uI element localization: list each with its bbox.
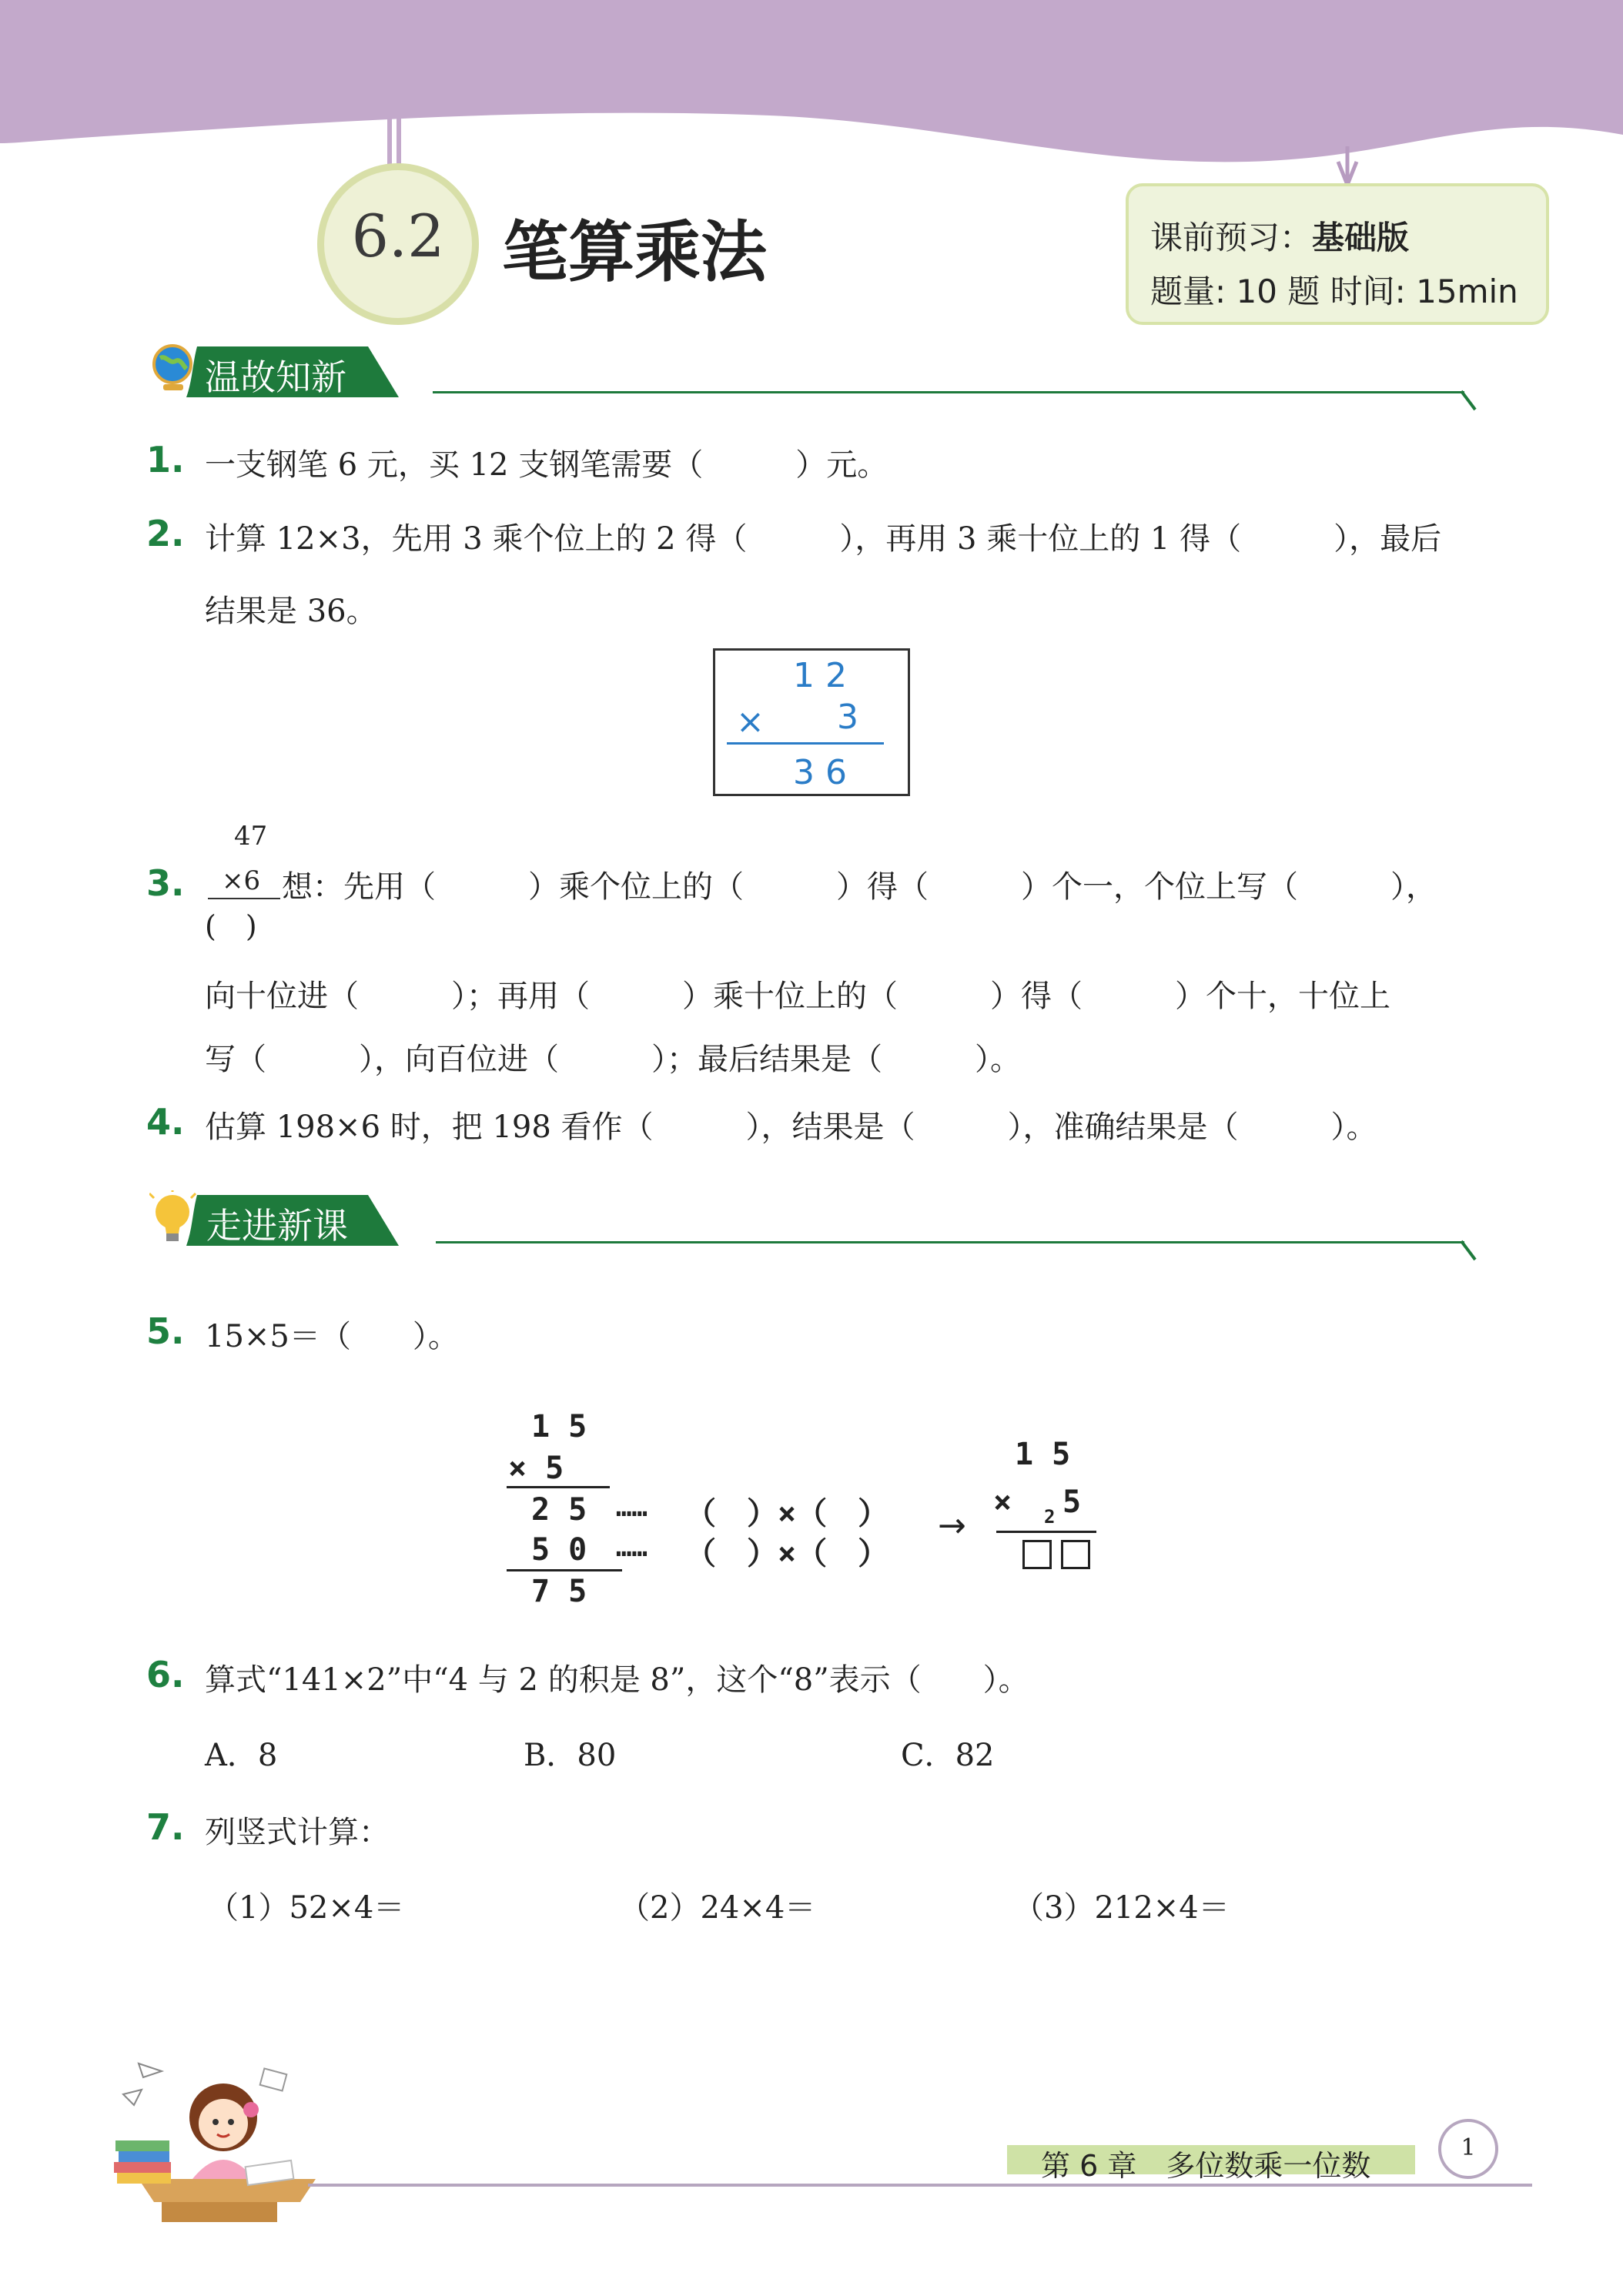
info-line-1 — [1150, 213, 1409, 259]
q5-dots-2: …… — [616, 1532, 648, 1563]
question-3-line-3: 写（ ），向百位进（ ）；最后结果是（ ）。 — [205, 1042, 1021, 1077]
question-3-line-1: 想：先用（ ）乘个位上的（ ）得（ ）个一，个位上写（ ）， — [282, 869, 1437, 905]
footer-chapter: 第 6 章 多位数乘一位数 — [1041, 2149, 1371, 2183]
question-7-text: 列竖式计算： — [205, 1815, 390, 1850]
q5-right-digit: 5 — [1062, 1484, 1082, 1520]
question-number: 2. — [146, 513, 185, 554]
section-title-new: 走进新课 — [206, 1205, 348, 1247]
info-line-2: 题量: 10 题 时间: 15min — [1150, 273, 1518, 310]
q5-dots-1: …… — [616, 1492, 648, 1523]
info-label: 课前预习： — [1150, 219, 1313, 256]
q5-calc-row-2: × 5 — [508, 1451, 564, 1486]
calc-multiplier: 3 — [837, 698, 858, 737]
option-c: C．82 — [901, 1738, 995, 1773]
question-3-line-2: 向十位进（ ）；再用（ ）乘十位上的（ ）得（ ）个十，十位上 — [205, 979, 1390, 1014]
question-number: 4. — [146, 1101, 185, 1143]
question-4-text: 估算 198×6 时，把 198 看作（ ），结果是（ ），准确结果是（ ）。 — [205, 1110, 1377, 1145]
q7-item-3: （3）212×4＝ — [1013, 1890, 1230, 1926]
q3-calc-line — [208, 898, 280, 899]
info-version: 基础版 — [1312, 219, 1410, 256]
q5-calc-row-1: 1 5 — [531, 1409, 587, 1444]
q5-calc-line-2 — [507, 1569, 622, 1571]
q5-right-multiply-sign: × — [993, 1484, 1012, 1520]
q5-blank-expr-2: （ ）×（ ） — [685, 1536, 889, 1571]
q5-right-calc-row-1: 1 5 — [1015, 1437, 1071, 1472]
arrow-icon: → — [938, 1506, 966, 1545]
top-banner — [0, 0, 1623, 185]
q5-blank-expr-1: （ ）×（ ） — [685, 1496, 889, 1531]
section-divider-review — [433, 391, 1464, 393]
section-number: 6.2 — [351, 202, 445, 270]
question-2-line-2: 结果是 36。 — [205, 594, 377, 629]
q3-multiplier: ×6 — [222, 865, 261, 896]
question-number: 1. — [146, 439, 185, 480]
q5-calc-line-1 — [507, 1486, 610, 1488]
answer-box — [1022, 1540, 1052, 1569]
lesson-title: 笔算乘法 — [502, 214, 767, 291]
option-b: B．80 — [524, 1738, 617, 1773]
answer-box — [1061, 1540, 1090, 1569]
student-illustration — [108, 2048, 323, 2225]
calc-multiply-sign: × — [736, 702, 765, 741]
q5-calc-row-3: 2 5 — [531, 1492, 587, 1528]
question-2-line-1: 计算 12×3，先用 3 乘个位上的 2 得（ ），再用 3 乘十位上的 1 得（ ），最后 — [205, 521, 1442, 557]
q5-right-carry: 2 — [1044, 1506, 1056, 1528]
question-number: 3. — [146, 862, 185, 904]
section-divider-new — [436, 1241, 1464, 1243]
divider-end-review — [1460, 390, 1478, 413]
divider-end-new — [1460, 1240, 1478, 1263]
page-number: 1 — [1461, 2134, 1476, 2161]
question-6-text: 算式“141×2”中“4 与 2 的积是 8”，这个“8”表示（ ）。 — [205, 1662, 1029, 1698]
calc-top-number: 1 2 — [793, 656, 847, 695]
question-number: 5. — [146, 1310, 185, 1352]
question-5-text: 15×5＝（ ）。 — [205, 1319, 459, 1354]
q7-item-1: （1）52×4＝ — [208, 1890, 405, 1926]
q5-right-calc-line — [996, 1531, 1096, 1533]
q7-item-2: （2）24×4＝ — [619, 1890, 816, 1926]
question-1-text: 一支钢笔 6 元，买 12 支钢笔需要（ ）元。 — [205, 447, 888, 483]
q3-top-number: 47 — [234, 821, 268, 852]
q5-calc-row-5: 7 5 — [531, 1574, 587, 1609]
calc-line — [727, 742, 884, 745]
q3-answer-blank: ( ) — [205, 909, 257, 943]
question-number: 7. — [146, 1806, 185, 1848]
question-number: 6. — [146, 1654, 185, 1695]
option-a: A．8 — [205, 1738, 278, 1773]
calc-result: 3 6 — [793, 753, 847, 792]
q5-calc-row-4: 5 0 — [531, 1532, 587, 1568]
section-title-review: 温故知新 — [205, 356, 346, 398]
